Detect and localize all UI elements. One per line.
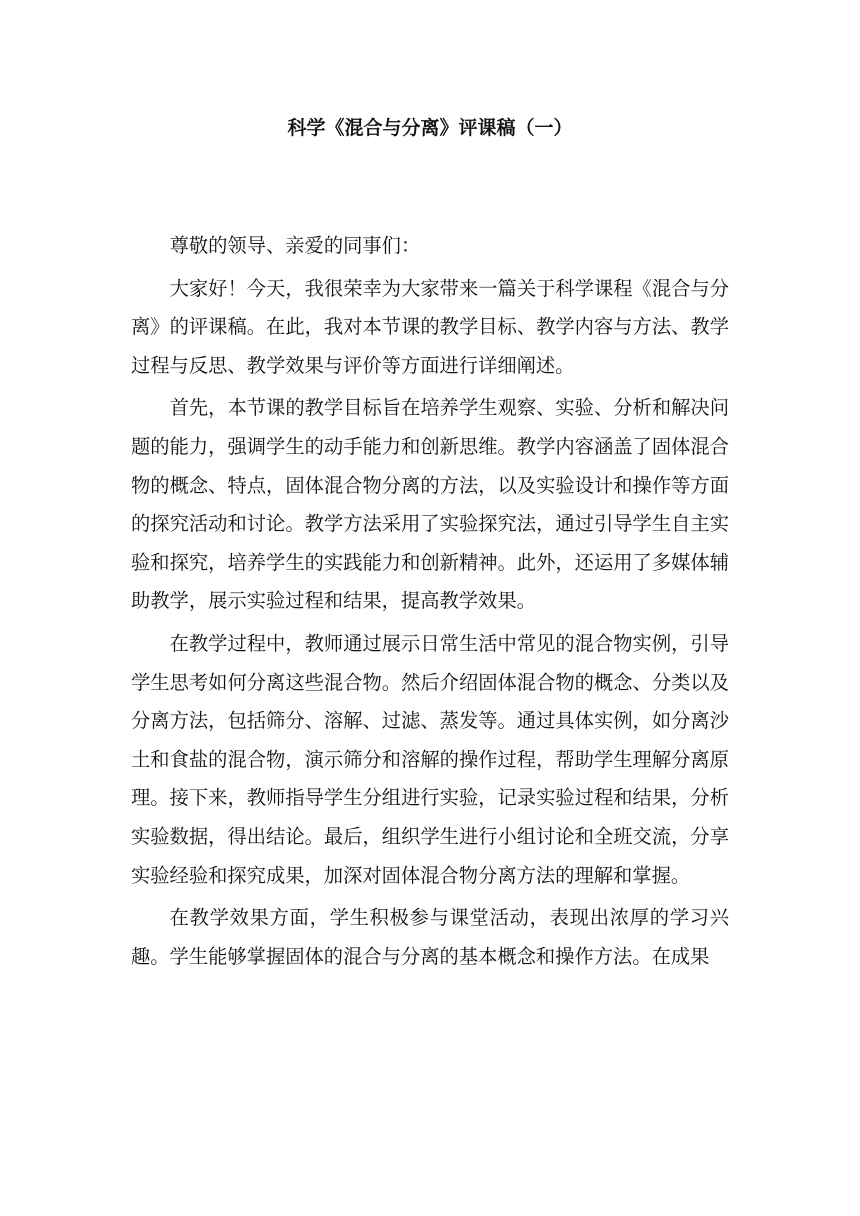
document-title: 科学《混合与分离》评课稿（一） [287, 117, 573, 139]
intro-paragraph: 大家好！今天，我很荣幸为大家带来一篇关于科学课程《混合与分离》的评课稿。在此，我对本节课的教学目标、教学内容与方法、教学过程与反思、教学效果与评价等方面进行详细阐述。 [131, 276, 729, 377]
process-paragraph: 在教学过程中，教师通过展示日常生活中常见的混合物实例，引导学生思考如何分离这些混合物。然后介绍固体混合物的概念、分类以及分离方法，包括筛分、溶解、过滤、蒸发等。通过具体实例，如分离沙土和食盐的混合物，演示筛分和溶解的操作过程，帮助学生理解分离原理。接下来，教师指导学生分组进行实验，记录实验过程和结果，分析实验数据，得出结论。最后，组织学生进行小组讨论和全班交流，分享实验经验和探究成果，加深对固体混合物分离方法的理解和掌握。 [131, 631, 729, 887]
document-body [131, 227, 729, 980]
greeting-paragraph: 尊敬的领导、亲爱的同事们： [169, 234, 421, 257]
effects-paragraph: 在教学效果方面，学生积极参与课堂活动，表现出浓厚的学习兴趣。学生能够掌握固体的混合与分离的基本概念和操作方法。在成果 [131, 906, 729, 968]
objectives-paragraph: 首先，本节课的教学目标旨在培养学生观察、实验、分析和解决问题的能力，强调学生的动手能力和创新思维。教学内容涵盖了固体混合物的概念、特点，固体混合物分离的方法，以及实验设计和操作等方面的探究活动和讨论。教学方法采用了实验探究法，通过引导学生自主实验和探究，培养学生的实践能力和创新精神。此外，还运用了多媒体辅助教学，展示实验过程和结果，提高教学效果。 [131, 396, 729, 613]
